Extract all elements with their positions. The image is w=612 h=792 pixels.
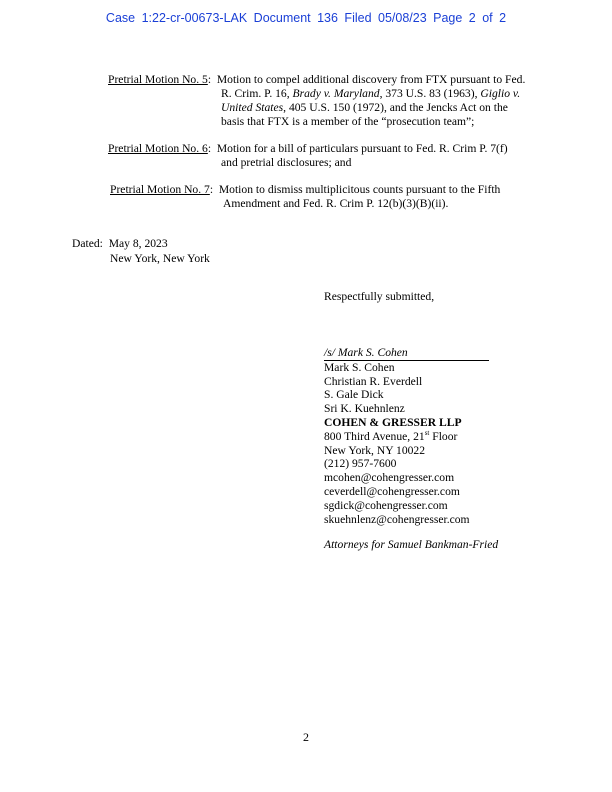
firm-phone: (212) 957-7600 <box>324 457 397 471</box>
motion-text-line: Motion to dismiss multiplicitous counts pursuant to the Fifth <box>218 183 501 196</box>
attorney-email: skuehnlenz@cohengresser.com <box>324 512 470 526</box>
motion-text-line: Amendment and Fed. R. Crim P. 12(b)(3)(B)(ii). <box>223 197 449 210</box>
motion-label: Pretrial Motion No. 7 <box>110 183 210 196</box>
attorney-name: S. Gale Dick <box>324 388 384 402</box>
firm-address: 800 Third Avenue, 21st Floor <box>324 428 458 443</box>
signature-block <box>324 346 489 526</box>
motion-item: Pretrial Motion No. 5: Motion to compel additional discovery from FTX pursuant to Fed. R. Crim. P. 16, Brady v. Maryland, 373 U.S. 83 (1963), Giglio v. United States, 405 U.S. 150 (1972), and the Jencks Act on the basis that FTX is a member of the “prosecution team”; <box>108 73 526 128</box>
signature-line: /s/ Mark S. Cohen <box>324 346 489 361</box>
attorney-email: sgdick@cohengresser.com <box>324 498 448 512</box>
attorney-email: ceverdell@cohengresser.com <box>324 484 460 498</box>
attorney-name: Sri K. Kuehnlenz <box>324 402 405 416</box>
page-number: 2 <box>303 730 309 744</box>
attorney-email: mcohen@cohengresser.com <box>324 471 455 485</box>
motion-item: Pretrial Motion No. 6: Motion for a bill of particulars pursuant to Fed. R. Crim P. 7(f) and pretrial disclosures; and <box>108 142 508 169</box>
dated-label: Dated: <box>72 237 103 250</box>
motion-text-line: Motion for a bill of particulars pursuant to Fed. R. Crim P. 7(f) <box>216 142 508 155</box>
motion-text-line: basis that FTX is a member of the “prosecution team”; <box>221 115 475 128</box>
motion-label: Pretrial Motion No. 5 <box>108 73 208 86</box>
firm-name: COHEN & GRESSER LLP <box>324 415 462 429</box>
dated-date: May 8, 2023 <box>108 237 168 250</box>
closing: Respectfully submitted, <box>324 290 435 303</box>
case-header: Case 1:22-cr-00673-LAK Document 136 Filed 05/08/23 Page 2 of 2 <box>105 11 507 25</box>
motion-text-line: and pretrial disclosures; and <box>221 156 352 169</box>
attorney-role: Attorneys for Samuel Bankman-Fried <box>324 538 499 551</box>
attorney-name: Mark S. Cohen <box>324 360 395 374</box>
motion-item: Pretrial Motion No. 7: Motion to dismiss multiplicitous counts pursuant to the Fifth Amendment and Fed. R. Crim P. 12(b)(3)(B)(ii). <box>110 183 501 210</box>
firm-address-city: New York, NY 10022 <box>324 443 426 457</box>
dated-block <box>72 236 210 266</box>
motion-text-line: Motion to compel additional discovery from FTX pursuant to Fed. <box>216 73 526 86</box>
attorney-name: Christian R. Everdell <box>324 374 423 388</box>
dated-place: New York, New York <box>110 252 210 265</box>
motion-label: Pretrial Motion No. 6 <box>108 142 208 155</box>
